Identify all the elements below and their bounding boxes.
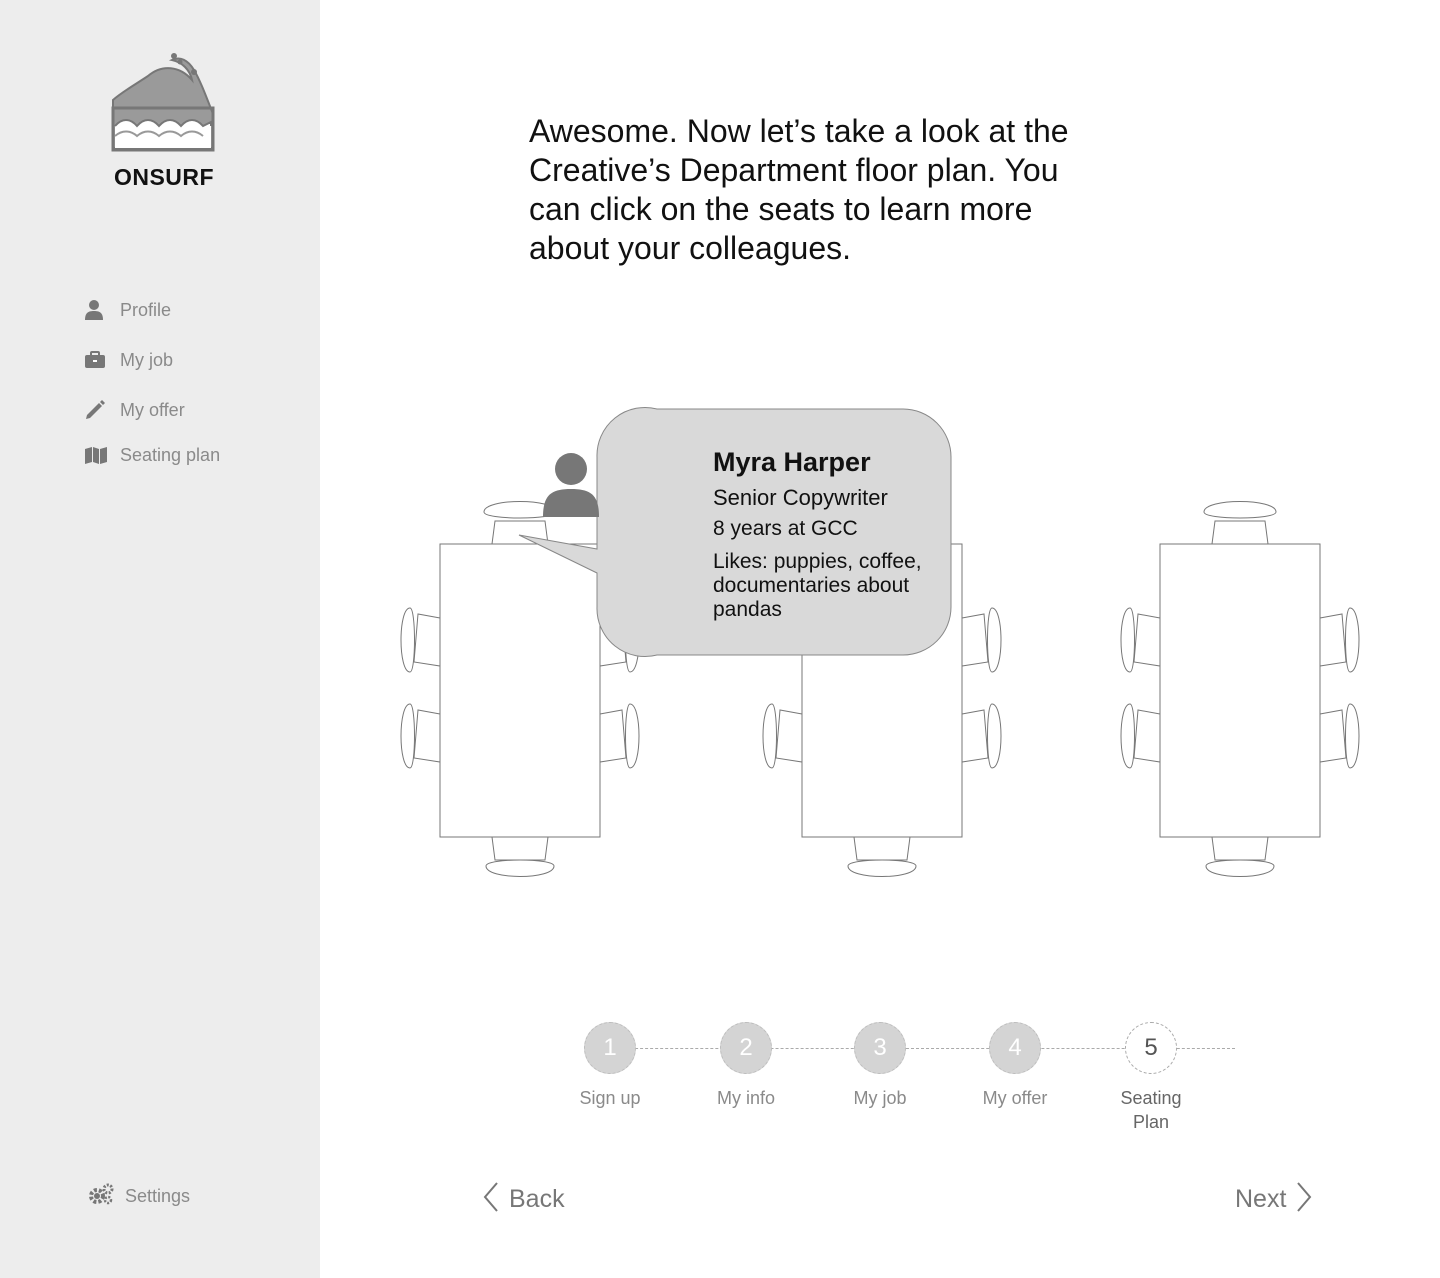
sidebar [0,0,320,1278]
seat[interactable] [401,704,440,768]
sidebar-item-seating-plan[interactable] [84,443,220,467]
seat[interactable] [848,837,916,877]
step-seating-plan[interactable] [1101,1020,1201,1134]
step-label: Seating Plan [1120,1088,1182,1132]
seat[interactable] [1206,837,1274,877]
step-my-job[interactable] [830,1020,930,1110]
sidebar-item-label: Seating plan [120,444,221,465]
sidebar-nav [84,298,220,493]
back-button[interactable] [483,1182,565,1217]
table-surface [1160,544,1320,837]
seat[interactable] [962,704,1001,768]
step-number: 1 [584,1022,636,1074]
settings-label: Settings [125,1186,191,1206]
seat[interactable] [1320,704,1359,768]
user-icon [84,298,110,322]
seat[interactable] [1121,608,1160,672]
sidebar-item-label: My offer [120,399,185,420]
seat[interactable] [962,608,1001,672]
seat[interactable] [600,704,639,768]
briefcase-icon [84,348,110,372]
colleague-tenure: 8 years at GCC [713,517,858,540]
step-number: 4 [989,1022,1041,1074]
chevron-right-icon [1296,1182,1312,1217]
onsurf-logo-icon [110,52,216,152]
seat[interactable] [1204,502,1276,545]
step-label: My offer [982,1088,1048,1108]
step-label: My job [853,1088,907,1108]
sidebar-item-label: Profile [120,299,172,320]
seat[interactable] [763,704,802,768]
back-label: Back [509,1185,565,1213]
chevron-left-icon [483,1182,499,1217]
settings-button[interactable] [88,1183,190,1210]
step-my-info[interactable] [696,1020,796,1110]
colleague-likes: Likes: puppies, coffee, documentaries about pandas [713,550,922,621]
colleague-name: Myra Harper [713,447,871,477]
next-button[interactable] [1235,1182,1312,1217]
sidebar-item-label: My job [120,349,174,370]
map-icon [84,443,110,467]
next-label: Next [1235,1185,1287,1213]
colleague-role: Senior Copywriter [713,485,888,510]
step-label: My info [716,1088,776,1108]
step-number: 3 [854,1022,906,1074]
intro-text: Awesome. Now let’s take a look at the Creative’s Department floor plan. You can click on the seats to learn more about your colleagues. [529,113,1069,266]
sidebar-item-my-offer[interactable] [84,398,220,422]
seat[interactable] [401,608,440,672]
step-my-offer[interactable] [965,1020,1065,1110]
seat[interactable] [1320,608,1359,672]
seat[interactable] [486,837,554,877]
seat[interactable] [1121,704,1160,768]
brand-name: ONSURF [113,164,215,190]
colleague-popover [597,409,954,655]
gears-icon [88,1183,114,1210]
sidebar-item-profile[interactable] [84,298,220,322]
sidebar-item-my-job[interactable] [84,348,220,372]
table-3 [1121,502,1359,877]
pencil-icon [84,398,110,422]
step-label: Sign up [579,1088,641,1108]
step-sign-up[interactable] [560,1020,660,1110]
step-number: 2 [720,1022,772,1074]
progress-stepper [560,1020,1260,1140]
step-number: 5 [1125,1022,1177,1074]
